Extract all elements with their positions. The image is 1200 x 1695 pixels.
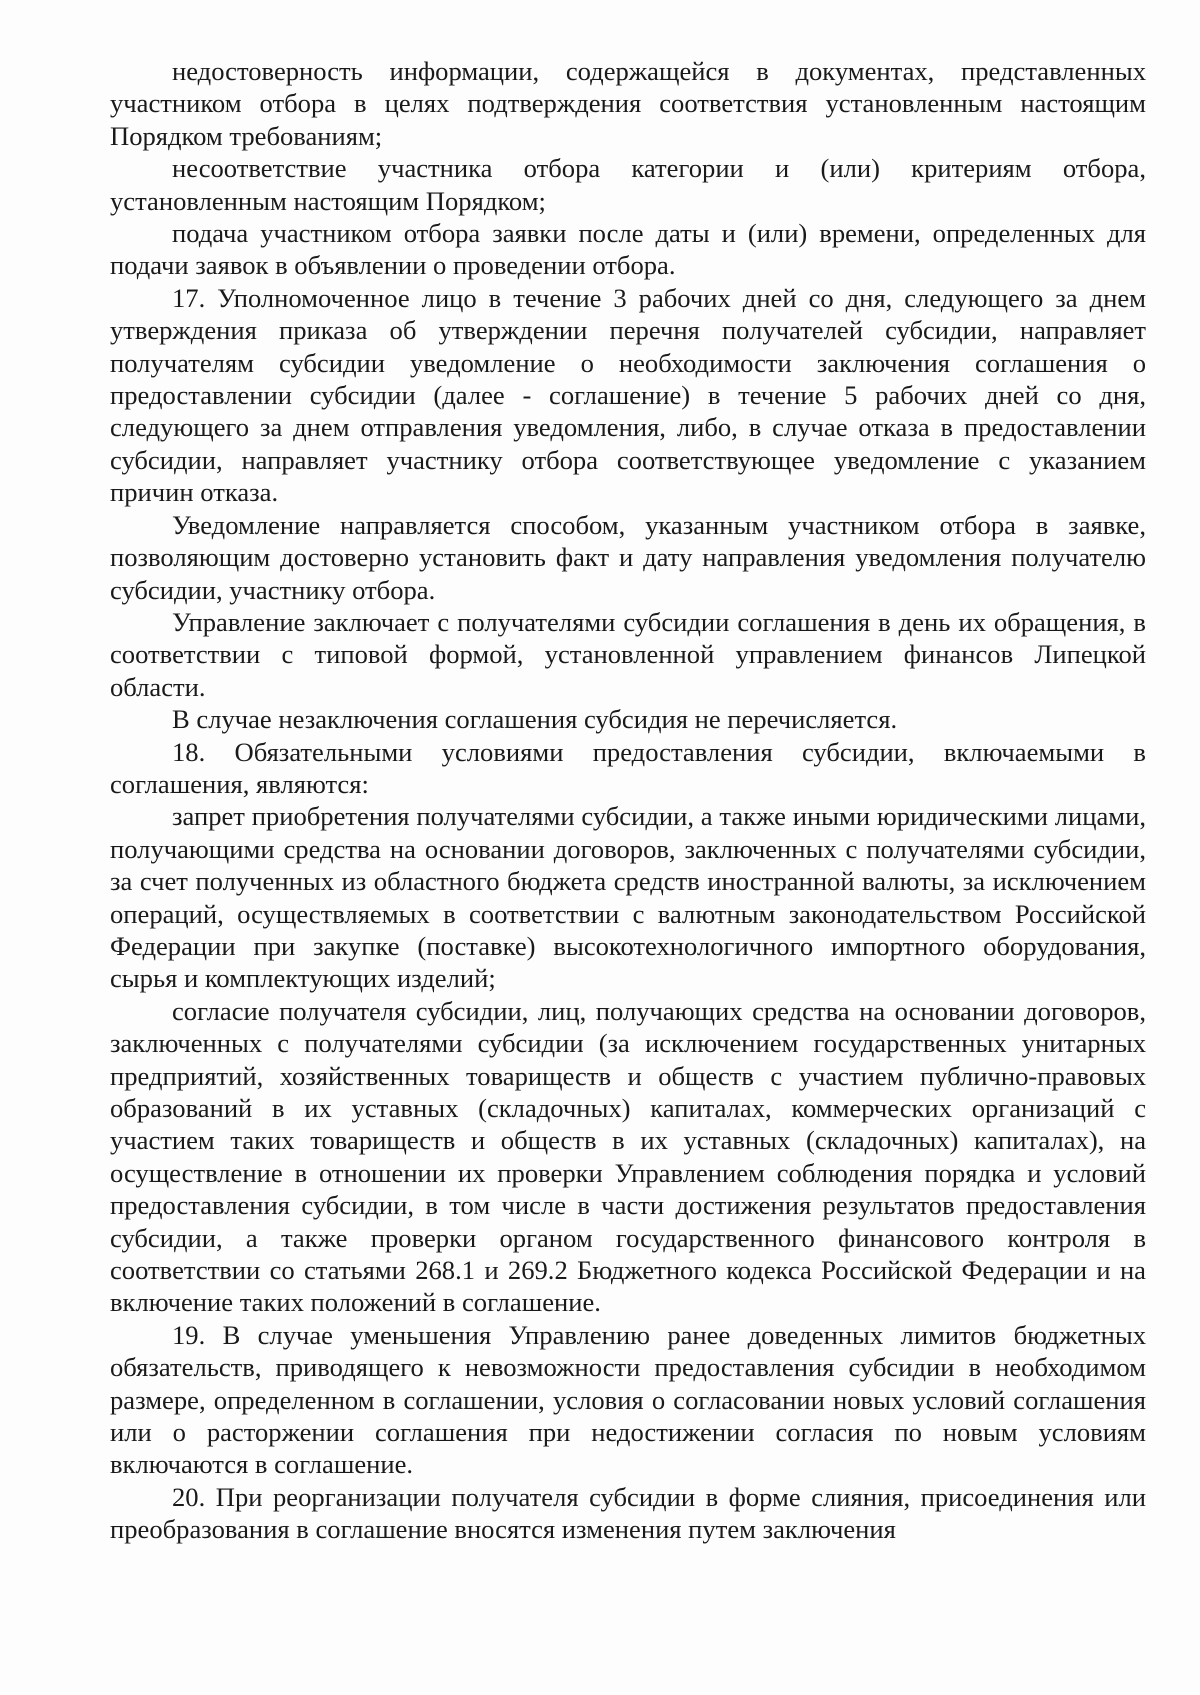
- paragraph-currency-ban: запрет приобретения получателями субсидии, а также иными юридическими лицами, получающими средства на основании договоров, заключенных с получателями субсидии, за счет полученных из областного бюджета средств иностранной валюты, за исключением операций, осуществляемых в соответствии с валютным законодательством Российской Федерации при закупке (поставке) высокотехнологичного импортного оборудования, сырья и комплектующих изделий;: [110, 801, 1146, 994]
- paragraph-item-18: 18. Обязательными условиями предоставления субсидии, включаемыми в соглашения, являются:: [110, 736, 1146, 799]
- paragraph-inspection-consent: согласие получателя субсидии, лиц, получающих средства на основании договоров, заключенных с получателями субсидии (за исключением государственных унитарных предприятий, хозяйственных товариществ и обществ с участием публично-правовых образований в их уставных (складочных) капиталах, коммерческих организаций с участием таких товариществ и обществ в их уставных (складочных) капиталах), на осуществление в отношении их проверки Управлением соблюдения порядка и условий предоставления субсидии, в том числе в части достижения результатов предоставления субсидии, а также проверки органом государственного финансового контроля в соответствии со статьями 268.1 и 269.2 Бюджетного кодекса Российской Федерации и на включение таких положений в соглашение.: [110, 995, 1146, 1318]
- paragraph-agreement-conclusion: Управление заключает с получателями субсидии соглашения в день их обращения, в соответствии с типовой формой, установленной управлением финансов Липецкой области.: [110, 606, 1146, 702]
- paragraph-item-17: 17. Уполномоченное лицо в течение 3 рабочих дней со дня, следующего за днем утверждения приказа об утверждении перечня получателей субсидии, направляет получателям субсидии уведомление о необходимости заключения соглашения о предоставлении субсидии (далее - соглашение) в течение 5 рабочих дней со дня, следующего за днем отправления уведомления, либо, в случае отказа в предоставлении субсидии, направляет участнику отбора соответствующее уведомление с указанием причин отказа.: [110, 282, 1146, 508]
- paragraph-item-20: 20. При реорганизации получателя субсидии в форме слияния, присоединения или преобразования в соглашение вносятся изменения путем заключения: [110, 1481, 1146, 1545]
- document-body: [110, 55, 1146, 1546]
- paragraph-unreliable-info: недостоверность информации, содержащейся в документах, представленных участником отбора в целях подтверждения соответствия установленным настоящим Порядком требованиям;: [110, 56, 1146, 151]
- paragraph-late-application: подача участником отбора заявки после даты и (или) времени, определенных для подачи заявок в объявлении о проведении отбора.: [110, 218, 1146, 281]
- paragraph-no-agreement: В случае незаключения соглашения субсидия не перечисляется.: [172, 704, 898, 735]
- paragraph-category-mismatch: несоответствие участника отбора категории и (или) критериям отбора, установленным настоящим Порядком;: [110, 153, 1146, 216]
- paragraph-notification-method: Уведомление направляется способом, указанным участником отбора в заявке, позволяющим достоверно установить факт и дату направления уведомления получателю субсидии, участнику отбора.: [110, 509, 1146, 605]
- paragraph-item-19: 19. В случае уменьшения Управлению ранее доведенных лимитов бюджетных обязательств, приводящего к невозможности предоставления субсидии в необходимом размере, определенном в соглашении, условия о согласовании новых условий соглашения или о расторжении соглашения при недостижении согласия по новым условиям включаются в соглашение.: [110, 1319, 1146, 1480]
